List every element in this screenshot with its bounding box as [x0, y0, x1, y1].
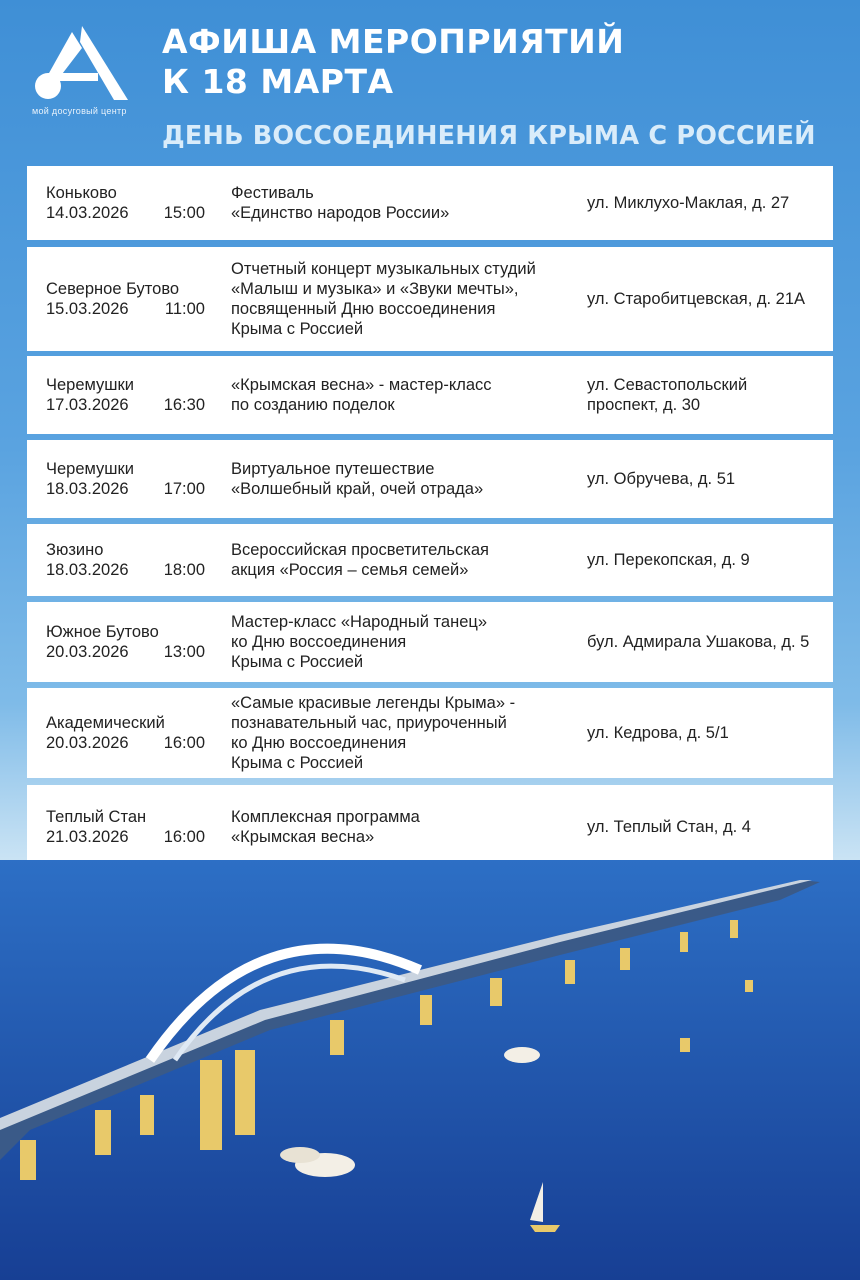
page-title	[162, 22, 624, 102]
pillar	[330, 1020, 344, 1055]
pillar	[565, 960, 575, 984]
buoy	[680, 1038, 690, 1052]
event-time: 17:00	[163, 480, 205, 498]
pillar	[140, 1095, 154, 1135]
event-row	[27, 785, 833, 869]
event-row	[27, 602, 833, 682]
pillar	[680, 932, 688, 952]
event-address	[587, 524, 831, 596]
event-address	[587, 785, 831, 869]
event-row	[27, 356, 833, 434]
event-desc-line: акция «Россия – семья семей»	[231, 561, 469, 579]
event-desc-line: «Волшебный край, очей отрада»	[231, 480, 484, 498]
event-desc-line: по созданию поделок	[231, 396, 395, 414]
event-description	[231, 688, 591, 778]
event-description	[231, 356, 591, 434]
event-place	[46, 602, 236, 682]
event-time: 16:00	[163, 828, 205, 846]
event-time: 16:30	[163, 396, 205, 414]
brand-caption: мой досуговый центр	[32, 106, 127, 116]
event-desc-line: Фестиваль	[231, 184, 314, 202]
event-address-line: ул. Старобитцевская, д. 21А	[587, 290, 806, 308]
event-desc-line: «Единство народов России»	[231, 204, 450, 222]
event-desc-line: Мастер-класс «Народный танец»	[231, 613, 487, 631]
event-row	[27, 440, 833, 518]
page-subtitle: ДЕНЬ ВОССОЕДИНЕНИЯ КРЫМА С РОССИЕЙ	[162, 121, 816, 151]
title-line-2: К 18 МАРТА	[162, 62, 394, 101]
event-district: Северное Бутово	[46, 280, 180, 298]
event-district: Академический	[46, 714, 165, 732]
caisson	[504, 1047, 540, 1063]
event-date: 15.03.2026	[46, 300, 129, 318]
event-time: 16:00	[163, 734, 205, 752]
event-address	[587, 688, 831, 778]
pillar	[20, 1140, 36, 1180]
event-time: 18:00	[163, 561, 205, 579]
event-place	[46, 247, 236, 351]
event-desc-line: Крыма с Россией	[231, 653, 364, 671]
event-desc-line: ко Дню воссоединения	[231, 734, 407, 752]
pillar	[235, 1050, 255, 1135]
event-desc-line: «Малыш и музыка» и «Звуки мечты»,	[231, 280, 519, 298]
event-row	[27, 247, 833, 351]
event-address-line: проспект, д. 30	[587, 396, 701, 414]
pillar	[730, 920, 738, 938]
event-date: 18.03.2026	[46, 480, 129, 498]
event-desc-line: посвященный Дню воссоединения	[231, 300, 496, 318]
event-address	[587, 440, 831, 518]
event-district: Черемушки	[46, 376, 134, 394]
event-date: 17.03.2026	[46, 396, 129, 414]
event-district: Зюзино	[46, 541, 104, 559]
event-description	[231, 785, 591, 869]
event-desc-line: Всероссийская просветительская	[231, 541, 489, 559]
pillar	[490, 978, 502, 1006]
event-description	[231, 247, 591, 351]
bridge-illustration	[0, 860, 860, 1280]
event-address-line: ул. Миклухо-Маклая, д. 27	[587, 194, 790, 212]
event-date: 20.03.2026	[46, 643, 129, 661]
event-address-line: ул. Кедрова, д. 5/1	[587, 724, 729, 742]
event-desc-line: «Крымская весна» - мастер-класс	[231, 376, 492, 394]
event-address-line: ул. Теплый Стан, д. 4	[587, 818, 751, 836]
event-description	[231, 166, 591, 240]
event-address	[587, 166, 831, 240]
event-address-line: ул. Обручева, д. 51	[587, 470, 736, 488]
buoy	[745, 980, 753, 992]
pillar	[200, 1060, 222, 1150]
event-row	[27, 688, 833, 778]
event-address	[587, 356, 831, 434]
event-desc-line: Крыма с Россией	[231, 754, 364, 772]
event-desc-line: «Самые красивые легенды Крыма» -	[231, 694, 516, 712]
event-description	[231, 602, 591, 682]
event-date: 20.03.2026	[46, 734, 129, 752]
event-desc-line: «Крымская весна»	[231, 828, 375, 846]
event-time: 11:00	[164, 300, 205, 318]
event-desc-line: Отчетный концерт музыкальных студий	[231, 260, 536, 278]
event-row	[27, 166, 833, 240]
event-desc-line: Комплексная программа	[231, 808, 420, 826]
event-description	[231, 524, 591, 596]
event-desc-line: познавательный час, приуроченный	[231, 714, 507, 732]
pillar	[95, 1110, 111, 1155]
event-place	[46, 785, 236, 869]
event-place	[46, 166, 236, 240]
event-address-line: бул. Адмирала Ушакова, д. 5	[587, 633, 810, 651]
sailboat	[530, 1225, 560, 1232]
event-address-line: ул. Севастопольский	[587, 376, 748, 394]
caisson	[280, 1147, 320, 1163]
event-desc-line: ко Дню воссоединения	[231, 633, 407, 651]
event-place	[46, 440, 236, 518]
event-place	[46, 356, 236, 434]
event-description	[231, 440, 591, 518]
event-address	[587, 247, 831, 351]
event-date: 21.03.2026	[46, 828, 129, 846]
event-place	[46, 524, 236, 596]
event-time: 15:00	[163, 204, 205, 222]
pillar	[420, 995, 432, 1025]
event-place	[46, 688, 236, 778]
event-date: 14.03.2026	[46, 204, 129, 222]
event-address-line: ул. Перекопская, д. 9	[587, 551, 750, 569]
event-row	[27, 524, 833, 596]
event-district: Черемушки	[46, 460, 134, 478]
event-date: 18.03.2026	[46, 561, 129, 579]
event-address	[587, 602, 831, 682]
event-district: Коньково	[46, 184, 117, 202]
event-district: Южное Бутово	[46, 623, 159, 641]
event-desc-line: Виртуальное путешествие	[231, 460, 435, 478]
title-line-1: АФИША МЕРОПРИЯТИЙ	[162, 22, 625, 61]
event-time: 13:00	[163, 643, 205, 661]
event-district: Теплый Стан	[46, 808, 147, 826]
pillar	[620, 948, 630, 970]
event-desc-line: Крыма с Россией	[231, 320, 364, 338]
